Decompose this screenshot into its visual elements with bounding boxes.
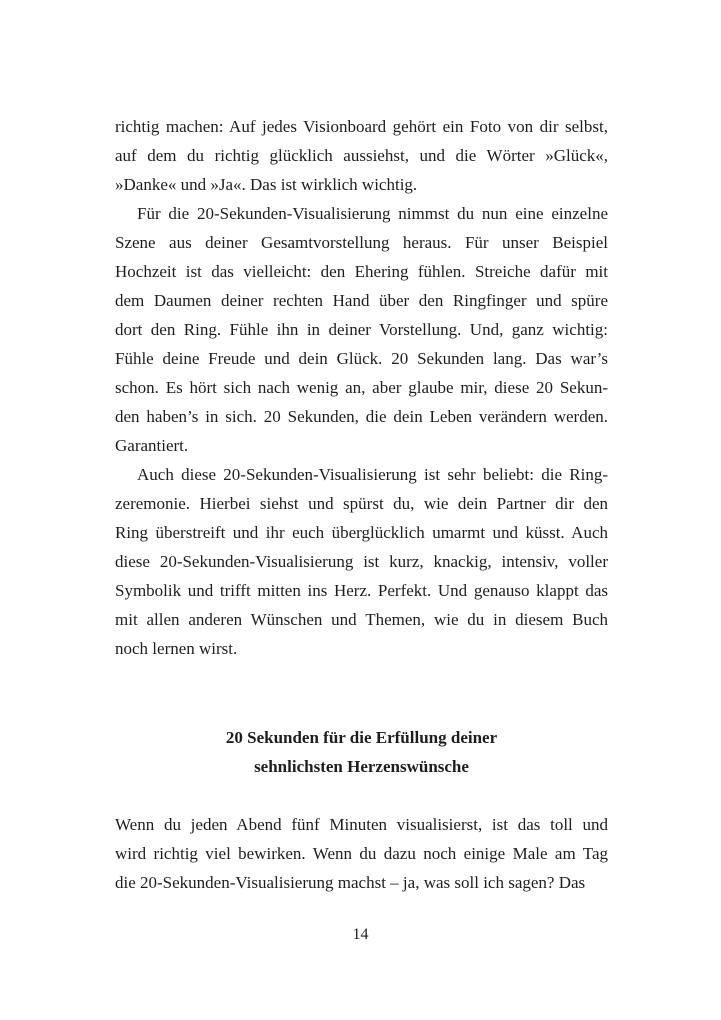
text-line: Ring überstreift und ihr euch überglücklich umarmt und küsst. Auch (115, 523, 608, 542)
text-line: auf dem du richtig glücklich aussiehst, und die Wörter »Glück«, (115, 146, 608, 165)
text-line: diese 20-Sekunden-Visualisierung ist kurz, knackig, intensiv, voller (115, 552, 608, 571)
text-line: mit allen anderen Wünschen und Themen, wie du in diesem Buch (115, 610, 608, 629)
text-line: richtig machen: Auf jedes Visionboard gehört ein Foto von dir selbst, (115, 117, 608, 136)
text-line: Hochzeit ist das vielleicht: den Ehering fühlen. Streiche dafür mit (115, 262, 608, 281)
text-line: die 20-Sekunden-Visualisierung machst – ja, was soll ich sagen? Das (115, 873, 586, 892)
text-line: Auch diese 20-Sekunden-Visualisierung ist sehr beliebt: die Ring- (137, 465, 608, 484)
text-line: »Danke« und »Ja«. Das ist wirklich wichtig. (115, 175, 418, 194)
text-line: den haben’s in sich. 20 Sekunden, die dein Leben verändern werden. (115, 407, 608, 426)
paragraph (115, 112, 608, 199)
text-line: Fühle deine Freude und dein Glück. 20 Sekunden lang. Das war’s (115, 349, 608, 368)
text-line: Wenn du jeden Abend fünf Minuten visualisierst, ist das toll und (115, 815, 608, 834)
text-line: sehnlichsten Herzenswünsche (254, 757, 469, 776)
text-line: wird richtig viel bewirken. Wenn du dazu noch einige Male am Tag (115, 844, 608, 863)
text-line: 20 Sekunden für die Erfüllung deiner (225, 728, 498, 747)
page-number: 14 (352, 926, 369, 943)
text-line: schon. Es hört sich nach wenig an, aber glaube mir, diese 20 Sekun- (115, 378, 608, 397)
text-line: Symbolik und trifft mitten ins Herz. Perfekt. Und genauso klappt das (115, 581, 608, 600)
text-line: zeremonie. Hierbei siehst und spürst du, wie dein Partner dir den (115, 494, 608, 513)
text-line: dem Daumen deiner rechten Hand über den Ringfinger und spüre (115, 291, 608, 310)
paragraph (115, 460, 608, 663)
section-heading (115, 723, 608, 781)
text-line: noch lernen wirst. (115, 639, 238, 658)
text-line: Für die 20-Sekunden-Visualisierung nimmst du nun eine einzelne (137, 204, 608, 223)
paragraph (115, 810, 608, 897)
text-line: dort den Ring. Fühle ihn in deiner Vorstellung. Und, ganz wichtig: (115, 320, 608, 339)
text-line: Szene aus deiner Gesamtvorstellung heraus. Für unser Beispiel (115, 233, 608, 252)
paragraph (115, 199, 608, 460)
text-line: Garantiert. (115, 436, 189, 455)
body-text (115, 112, 608, 897)
